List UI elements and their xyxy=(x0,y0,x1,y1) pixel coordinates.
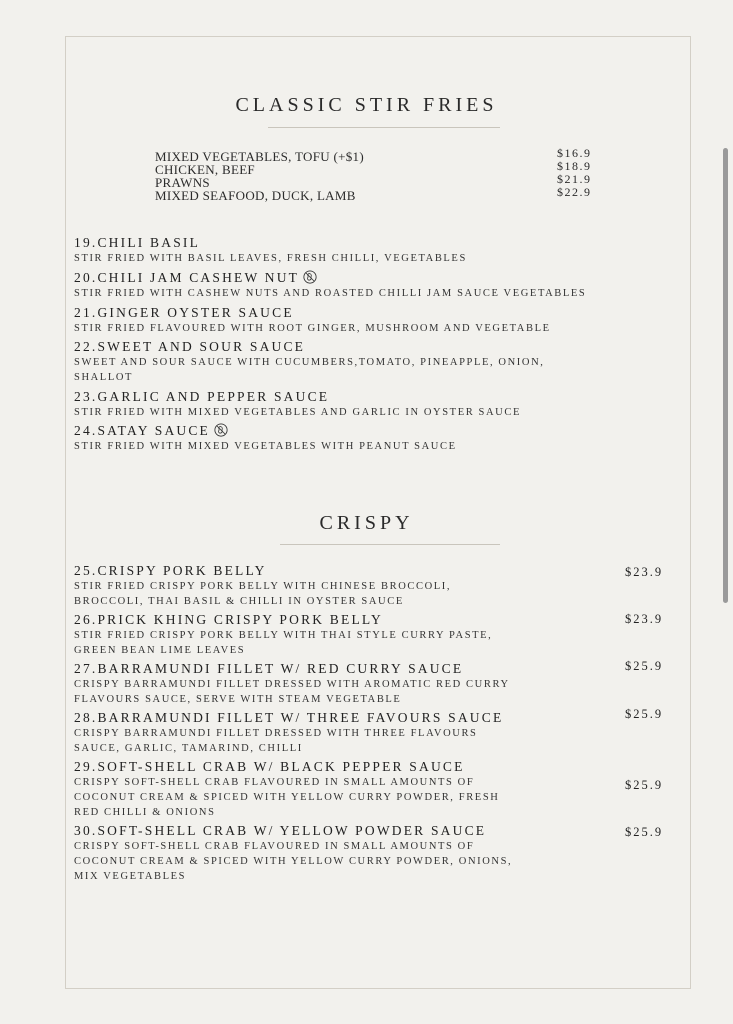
item-description: STIR FRIED FLAVOURED WITH ROOT GINGER, MUSHROOM AND VEGETABLE xyxy=(74,323,551,334)
item-price: $25.9 xyxy=(625,825,664,839)
option-price: $18.9 xyxy=(557,159,592,173)
item-name: 23.GARLIC AND PEPPER SAUCE xyxy=(74,389,330,404)
menu-item-26 xyxy=(74,612,674,658)
item-description-line: CRISPY SOFT-SHELL CRAB FLAVOURED IN SMALL AMOUNTS OF xyxy=(74,777,475,788)
item-description-line: CRISPY BARRAMUNDI FILLET DRESSED WITH AROMATIC RED CURRY xyxy=(74,679,510,690)
menu-item-23 xyxy=(74,389,674,420)
item-price: $25.9 xyxy=(625,707,664,721)
menu-item-30 xyxy=(74,823,674,884)
title-divider xyxy=(268,127,500,128)
item-description: STIR FRIED WITH MIXED VEGETABLES AND GARLIC IN OYSTER SAUCE xyxy=(74,407,521,418)
title-divider xyxy=(280,544,500,545)
item-name: 24.SATAY SAUCE xyxy=(74,423,210,438)
item-description-line: MIX VEGETABLES xyxy=(74,871,187,882)
item-description-line: COCONUT CREAM & SPICED WITH YELLOW CURRY POWDER, FRESH xyxy=(74,792,500,803)
option-price: $21.9 xyxy=(557,172,592,186)
item-description: STIR FRIED WITH CASHEW NUTS AND ROASTED CHILLI JAM SAUCE VEGETABLES xyxy=(74,288,587,299)
item-description: STIR FRIED WITH BASIL LEAVES, FRESH CHILLI, VEGETABLES xyxy=(74,253,467,264)
item-name: 20.CHILI JAM CASHEW NUT xyxy=(74,270,300,285)
menu-item-27 xyxy=(74,661,674,707)
item-name: 28.BARRAMUNDI FILLET W/ THREE FAVOURS SAUCE xyxy=(74,710,504,725)
item-description-line: CRISPY BARRAMUNDI FILLET DRESSED WITH THREE FLAVOURS xyxy=(74,728,478,739)
option-row xyxy=(155,159,625,177)
item-description-line: SAUCE, GARLIC, TAMARIND, CHILLI xyxy=(74,743,303,754)
menu-item-28 xyxy=(74,710,674,756)
protein-options xyxy=(155,146,625,203)
menu-item-21 xyxy=(74,305,674,336)
menu-item-19 xyxy=(74,235,674,266)
item-name-row xyxy=(74,270,674,286)
menu-item-29 xyxy=(74,759,674,820)
item-name: 25.CRISPY PORK BELLY xyxy=(74,563,267,578)
option-label: PRAWNS xyxy=(155,175,210,190)
section-title-crispy: CRISPY xyxy=(319,512,414,534)
menu-item-20 xyxy=(74,270,674,301)
option-row xyxy=(155,185,625,203)
item-description-line: SHALLOT xyxy=(74,372,134,383)
item-name: 22.SWEET AND SOUR SAUCE xyxy=(74,339,306,354)
option-price: $22.9 xyxy=(557,185,592,199)
item-description-line: SWEET AND SOUR SAUCE WITH CUCUMBERS,TOMATO, PINEAPPLE, ONION, xyxy=(74,357,545,368)
item-description-line: STIR FRIED CRISPY PORK BELLY WITH CHINESE BROCCOLI, xyxy=(74,581,452,592)
item-description-line: RED CHILLI & ONIONS xyxy=(74,807,216,818)
item-description: STIR FRIED WITH MIXED VEGETABLES WITH PEANUT SAUCE xyxy=(74,441,457,452)
item-description-line: CRISPY SOFT-SHELL CRAB FLAVOURED IN SMALL AMOUNTS OF xyxy=(74,841,475,852)
menu-item-24 xyxy=(74,423,674,454)
item-name: 29.SOFT-SHELL CRAB W/ BLACK PEPPER SAUCE xyxy=(74,759,465,774)
option-label: MIXED SEAFOOD, DUCK, LAMB xyxy=(155,188,356,203)
item-price: $23.9 xyxy=(625,565,664,579)
item-name: 30.SOFT-SHELL CRAB W/ YELLOW POWDER SAUCE xyxy=(74,823,487,838)
item-name: 19.CHILI BASIL xyxy=(74,235,201,250)
item-name: 21.GINGER OYSTER SAUCE xyxy=(74,305,294,320)
section-title-stir-fries: CLASSIC STIR FRIES xyxy=(235,94,498,116)
option-label: MIXED VEGETABLES, TOFU (+$1) xyxy=(155,149,364,164)
item-description-line: STIR FRIED CRISPY PORK BELLY WITH THAI STYLE CURRY PASTE, xyxy=(74,630,493,641)
menu-item-22 xyxy=(74,339,674,385)
item-description-line: BROCCOLI, THAI BASIL & CHILLI IN OYSTER SAUCE xyxy=(74,596,404,607)
item-price: $25.9 xyxy=(625,778,664,792)
peanut-icon xyxy=(303,270,317,284)
item-name-row xyxy=(74,423,674,439)
item-description-line: FLAVOURS SAUCE, SERVE WITH STEAM VEGETABLE xyxy=(74,694,402,705)
scrollbar-thumb[interactable] xyxy=(723,148,728,603)
option-label: CHICKEN, BEEF xyxy=(155,162,255,177)
item-name: 26.PRICK KHING CRISPY PORK BELLY xyxy=(74,612,383,627)
item-name: 27.BARRAMUNDI FILLET W/ RED CURRY SAUCE xyxy=(74,661,464,676)
item-price: $23.9 xyxy=(625,612,664,626)
item-description-line: COCONUT CREAM & SPICED WITH YELLOW CURRY POWDER, ONIONS, xyxy=(74,856,513,867)
item-description-line: GREEN BEAN LIME LEAVES xyxy=(74,645,246,656)
menu-item-25 xyxy=(74,563,674,609)
peanut-icon xyxy=(214,423,228,437)
item-price: $25.9 xyxy=(625,659,664,673)
option-price: $16.9 xyxy=(557,146,592,160)
